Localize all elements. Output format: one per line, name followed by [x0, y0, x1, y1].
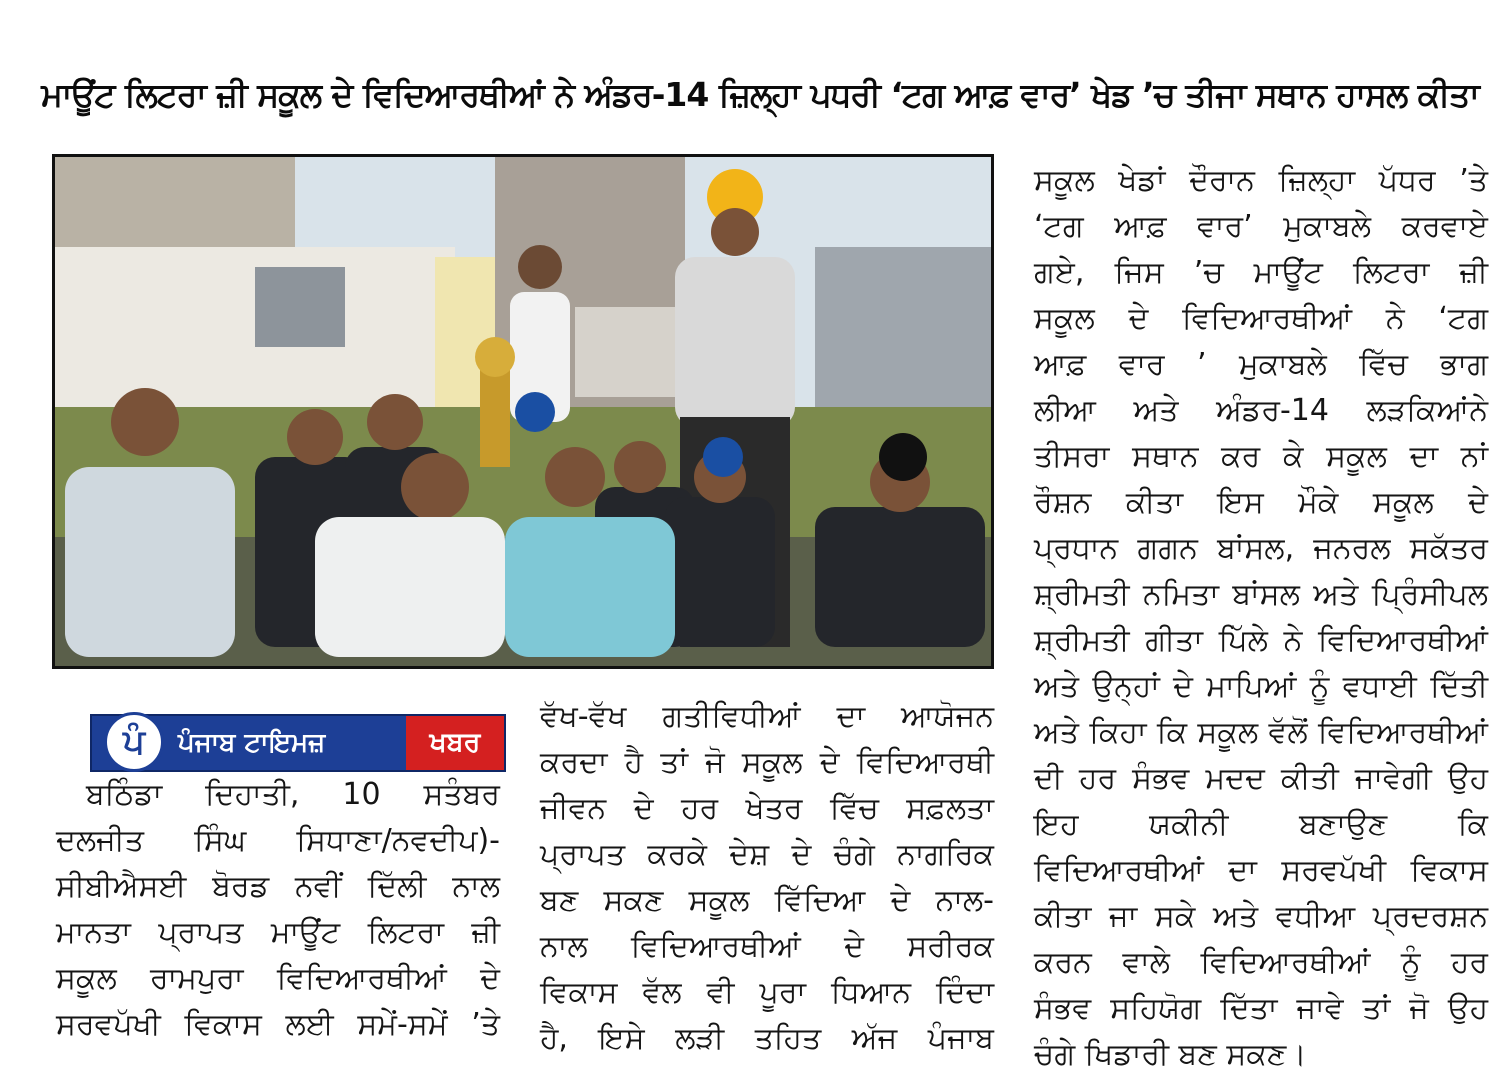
article-column-middle	[540, 694, 994, 1062]
text-line: ਨਾਲ ਵਿਦਿਆਰਥੀਆਂ ਦੇ ਸਰੀਰਕ	[540, 929, 994, 964]
text-line: ਸ਼੍ਰੀਮਤੀ ਗੀਤਾ ਪਿੱਲੇ ਨੇ ਵਿਦਿਆਰਥੀਆਂ	[1034, 623, 1488, 658]
text-line: ਅਤੇ ਉਨ੍ਹਾਂ ਦੇ ਮਾਪਿਆਂ ਨੂੰ ਵਧਾਈ ਦਿੱਤੀ	[1034, 669, 1488, 704]
text-line: ਵਿਕਾਸ ਵੱਲ ਵੀ ਪੂਰਾ ਧਿਆਨ ਦਿੰਦਾ	[540, 975, 994, 1010]
text-line: ਕਰਦਾ ਹੈ ਤਾਂ ਜੋ ਸਕੂਲ ਦੇ ਵਿਦਿਆਰਥੀ	[540, 745, 994, 780]
text-line: ਸਕੂਲ ਖੇਡਾਂ ਦੌਰਾਨ ਜ਼ਿਲ੍ਹਾ ਪੱਧਰ ’ਤੇ	[1034, 163, 1488, 198]
text-line: ਮਾਨਤਾ ਪ੍ਰਾਪਤ ਮਾਊਂਟ ਲਿਟਰਾ ਜ਼ੀ	[56, 915, 500, 950]
logo-mark-icon: ਪੰ	[104, 712, 164, 772]
text-line: ਸੰਭਵ ਸਹਿਯੋਗ ਦਿੱਤਾ ਜਾਵੇ ਤਾਂ ਜੋ ਉਹ	[1034, 991, 1488, 1026]
news-photo	[52, 154, 994, 669]
text-line: ਸਕੂਲ ਰਾਮਪੁਰਾ ਵਿਦਿਆਰਥੀਆਂ ਦੇ	[56, 961, 500, 996]
text-line: ਗਏ, ਜਿਸ ’ਚ ਮਾਊਂਟ ਲਿਟਰਾ ਜ਼ੀ	[1034, 255, 1488, 290]
text-line: ਚੰਗੇ ਖਿਡਾਰੀ ਬਣ ਸਕਣ।	[1034, 1037, 1307, 1072]
text-line: ਪ੍ਰਧਾਨ ਗਗਨ ਬਾਂਸਲ, ਜਨਰਲ ਸਕੱਤਰ	[1034, 531, 1488, 566]
publication-logo	[90, 714, 506, 772]
text-line: ਕਰਨ ਵਾਲੇ ਵਿਦਿਆਰਥੀਆਂ ਨੂੰ ਹਰ	[1034, 945, 1488, 980]
text-line: ਆਫ਼ ਵਾਰ ’ ਮੁਕਾਬਲੇ ਵਿੱਚ ਭਾਗ	[1034, 347, 1488, 382]
text-line: ‘ਟਗ ਆਫ਼ ਵਾਰ’ ਮੁਕਾਬਲੇ ਕਰਵਾਏ	[1034, 209, 1488, 244]
text-line: ਬਠਿੰਡਾ ਦਿਹਾਤੀ, 10 ਸਤੰਬਰ	[86, 777, 500, 812]
logo-name: ਪੰਜਾਬ ਟਾਇਮਜ਼	[178, 728, 326, 758]
text-line: ਹੈ, ਇਸੇ ਲੜੀ ਤਹਿਤ ਅੱਜ ਪੰਜਾਬ	[540, 1021, 994, 1056]
text-line: ਦੀ ਹਰ ਸੰਭਵ ਮਦਦ ਕੀਤੀ ਜਾਵੇਗੀ ਉਹ	[1034, 761, 1488, 796]
text-line: ਸ਼੍ਰੀਮਤੀ ਨਮਿਤਾ ਬਾਂਸਲ ਅਤੇ ਪ੍ਰਿੰਸੀਪਲ	[1034, 577, 1488, 612]
text-line: ਦਲਜੀਤ ਸਿੰਘ ਸਿਧਾਣਾ/ਨਵਦੀਪ)-	[56, 823, 500, 858]
text-line: ਇਹ ਯਕੀਨੀ ਬਣਾਉਣ ਕਿ	[1034, 807, 1488, 842]
text-line: ਸਕੂਲ ਦੇ ਵਿਦਿਆਰਥੀਆਂ ਨੇ ‘ਟਗ	[1034, 301, 1488, 336]
text-line: ਵਿਦਿਆਰਥੀਆਂ ਦਾ ਸਰਵਪੱਖੀ ਵਿਕਾਸ	[1034, 853, 1488, 888]
text-line: ਰੌਸ਼ਨ ਕੀਤਾ ਇਸ ਮੌਕੇ ਸਕੂਲ ਦੇ	[1034, 485, 1488, 520]
text-line: ਅਤੇ ਕਿਹਾ ਕਿ ਸਕੂਲ ਵੱਲੋਂ ਵਿਦਿਆਰਥੀਆਂ	[1034, 715, 1488, 750]
text-line: ਵੱਖ-ਵੱਖ ਗਤੀਵਿਧੀਆਂ ਦਾ ਆਯੋਜਨ	[540, 699, 994, 734]
text-line: ਕੀਤਾ ਜਾ ਸਕੇ ਅਤੇ ਵਧੀਆ ਪ੍ਰਦਰਸ਼ਨ	[1034, 899, 1488, 934]
text-line: ਲੀਆ ਅਤੇ ਅੰਡਰ-14 ਲੜਕਿਆਂਨੇ	[1034, 393, 1488, 428]
logo-tag: ਖਬਰ	[406, 716, 504, 770]
text-line: ਪ੍ਰਾਪਤ ਕਰਕੇ ਦੇਸ਼ ਦੇ ਚੰਗੇ ਨਾਗਰਿਕ	[540, 837, 994, 872]
article-column-right	[1034, 158, 1488, 1078]
team-photo-illustration	[55, 157, 991, 666]
text-line: ਜੀਵਨ ਦੇ ਹਰ ਖੇਤਰ ਵਿੱਚ ਸਫ਼ਲਤਾ	[540, 791, 994, 826]
text-line: ਸਰਵਪੱਖੀ ਵਿਕਾਸ ਲਈ ਸਮੇਂ-ਸਮੇਂ ’ਤੇ	[56, 1007, 500, 1042]
text-line: ਤੀਸਰਾ ਸਥਾਨ ਕਰ ਕੇ ਸਕੂਲ ਦਾ ਨਾਂ	[1034, 439, 1488, 474]
headline: ਮਾਊਂਟ ਲਿਟਰਾ ਜ਼ੀ ਸਕੂਲ ਦੇ ਵਿਦਿਆਰਥੀਆਂ ਨੇ ਅੰਡਰ-14 ਜ਼ਿਲ੍ਹਾ ਪਧਰੀ ‘ਟਗ ਆਫ਼ ਵਾਰ’ ਖੇਡ ’ਚ ਤੀਜਾ ਸਥਾਨ ਹਾਸਲ ਕੀਤਾ	[41, 75, 1479, 114]
article-column-left	[56, 772, 500, 1048]
text-line: ਬਣ ਸਕਣ ਸਕੂਲ ਵਿੱਦਿਆ ਦੇ ਨਾਲ-	[540, 883, 994, 918]
text-line: ਸੀਬੀਐਸਈ ਬੋਰਡ ਨਵੀਂ ਦਿੱਲੀ ਨਾਲ	[56, 869, 500, 904]
